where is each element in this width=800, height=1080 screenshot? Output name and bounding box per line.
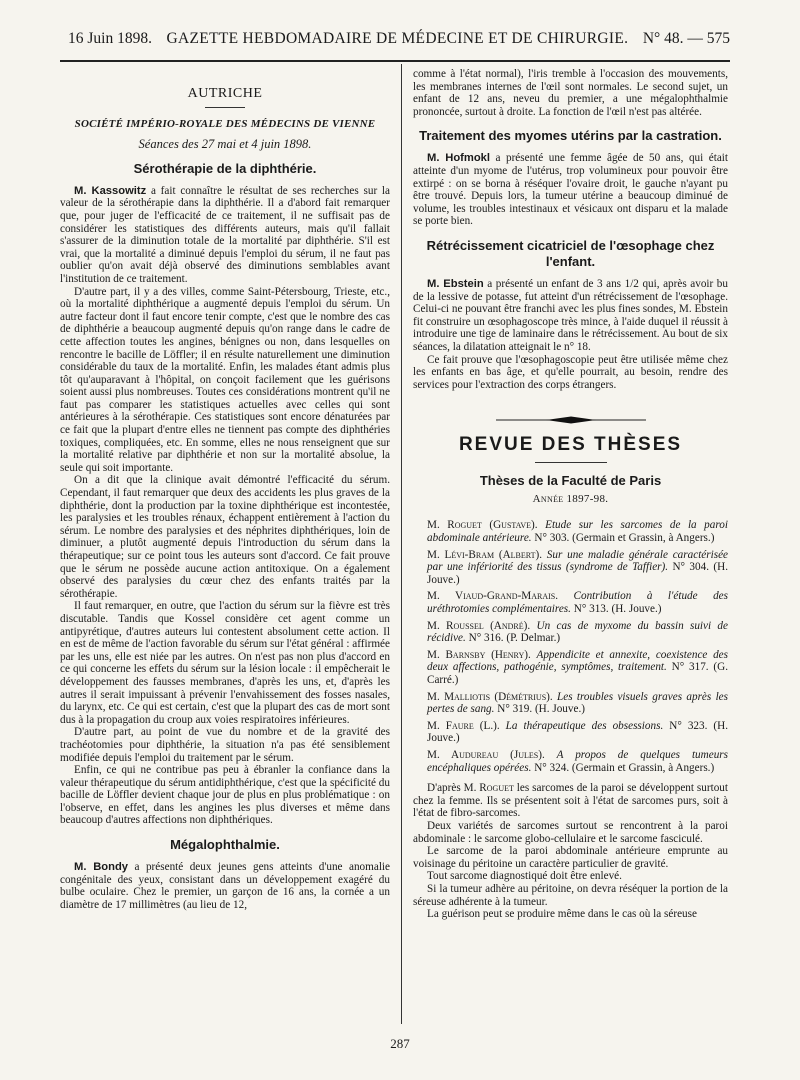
paragraph: Il faut remarquer, en outre, que l'action du sérum sur la fièvre est très discutable. Tandis que Kossel considère cet agent comme un antipyrétique, d'autres auteurs lui contestent absolument cette action. Il en est de même de l'action favorable du sérum sur l'état général : affirmée par les uns, elle est niée par les autres. On n'est pas non plus d'accord en ce qui concerne les effets du sérum sur la lésion locale : il empêcherait le développement des fausses membranes, d'après les uns, et, d'après les autres il serait impuissant à prévenir l'envahissement des fosses nasales, du larynx, etc. Ce qui est certain, c'est que la plupart des cas de mort sont dus à la propagation du croup aux voies respiratoires inférieures.	[60, 600, 390, 726]
paragraph: On a dit que la clinique avait démontré l'efficacité du sérum. Cependant, il faut remarquer que deux des accidents les plus graves de la diphthérie, dont la production par la toxine diphthérique est incontestée, les paralysies et les troubles rénaux, échappent entièrement à l'action du sérum. Le nombre des paralysies et des néphrites diphthériques, loin de diminuer, a plutôt augmenté depuis l'introduction du sérum dans la thérapeutique; sur ce point tous les auteurs sont d'accord. Ce fait prouve que le sérum ne possède aucune action antitoxique. On a également observé des paralysies du cœur chez des enfants traités par la sérothérapie.	[60, 474, 390, 600]
ornament-divider-icon	[413, 415, 728, 425]
author-name: M. Hofmokl	[427, 152, 490, 165]
paragraph: D'autre part, au point de vue du nombre et de la gravité des trachéotomies pour diphthérie, la situation n'a pas été sensiblement modifiée depuis l'emploi du traitement par le sérum.	[60, 726, 390, 764]
theses-list	[413, 519, 728, 774]
these-entry: M. Audureau (Jules). A propos de quelques tumeurs encéphaliques opérées. N° 324. (Germain et Grassin, à Angers.)	[427, 748, 728, 774]
paragraph: M. Kassowitz a fait connaître le résultat de ses recherches sur la valeur de la sérothérapie dans la diphthérie. Il a d'abord fait remarquer que, pour juger de l'efficacité de ce traitement, il ne suffisait pas de considérer les statistiques des différents auteurs, mais qu'il fallait s'assurer de la diminution totale de la mortalité par diphthérie. S'il est vrai, que la mortalité a diminué depuis l'emploi du sérum, il ne faut pas oublier qu'on avait déjà observé des diminutions semblables avant l'institution de ce traitement.	[60, 184, 390, 285]
running-header	[68, 30, 730, 54]
page-folio: 287	[390, 1036, 410, 1051]
paragraph: M. Bondy a présenté deux jeunes gens atteints d'une anomalie congénitale des yeux, consistant dans un développement exagéré du bulbe oculaire. Chez le premier, un garçon de 16 ans, la cornée a un diamètre de 17 millimètres (au lieu de 12,	[60, 861, 391, 911]
revue-rule	[535, 462, 607, 463]
these-entry: M. Roussel (André). Un cas de myxome du bassin suivi de récidive. N° 316. (P. Delmar.)	[427, 619, 728, 645]
right-column	[413, 68, 728, 921]
header-title: GAZETTE HEBDOMADAIRE DE MÉDECINE ET DE CHIRURGIE.	[166, 30, 629, 47]
paragraph: Tout sarcome diagnostiqué doit être enlevé.	[427, 870, 622, 883]
paragraph: Si la tumeur adhère au péritoine, on devra réséquer la portion de la séreuse adhérente à la tumeur.	[413, 882, 728, 908]
paragraph: D'autre part, il y a des villes, comme Saint-Pétersbourg, Trieste, etc., où la mortalité diphthérique a augmenté depuis l'emploi du sérum. Un autre facteur dont il faut encore tenir compte, c'est que le nombre des cas de diphthérie a beaucoup augmenté depuis qu'on range dans le cadre de cette affection toutes les angines, bénignes ou non, dans lesquelles on rencontre le bacille de Löffler; il en résulte naturellement une diminution considérable du taux de la mortalité. Enfin, les malades étant admis plus tôt qu'auparavant à l'hôpital, on conçoit facilement que les guérisons soient aussi plus nombreuses. Toutes ces considérations montrent qu'il ne faut pas comparer les statistiques actuelles avec celles qui sont antérieures à la sérothérapie. Ces statistiques sont encore dénaturées par ce fait que la plupart d'entre elles ne tiennent pas compte des diphthéries toxiques, compliquées, etc. En somme, elles ne nous renseignent que sur la mortalité relative par diphthérie et non sur la mortalité absolue, la seule qui soit importante.	[60, 285, 390, 474]
theses-heading: Thèses de la Faculté de Paris	[479, 472, 662, 488]
paragraph: La guérison peut se produire même dans le cas où la séreuse	[427, 908, 697, 921]
society-name: SOCIÉTÉ IMPÉRIO-ROYALE DES MÉDECINS DE VIENNE	[74, 117, 376, 130]
header-date: 16 Juin 1898.	[68, 30, 152, 47]
article-heading: Mégalophthalmie.	[170, 837, 280, 853]
section-title: AUTRICHE	[187, 86, 263, 101]
header-number: N° 48. — 575	[642, 30, 730, 47]
paragraph: Ce fait prouve que l'œsophagoscopie peut être utilisée même chez les enfants en bas âge, et qu'elle pourrait, au besoin, rendre des services pour l'extraction des corps étrangers.	[413, 353, 728, 391]
author-name: M. Kassowitz	[74, 184, 147, 197]
session-dates: Séances des 27 mai et 4 juin 1898.	[138, 137, 312, 152]
paragraph: comme à l'état normal), l'iris tremble à l'occasion des mouvements, les membranes internes de l'œil sont normales. Le second sujet, un enfant de 12 ans, neveu du premier, a une mégalophthalmie prononcée, surtout à droite. La fonction de l'œil n'est pas altérée.	[413, 68, 728, 118]
paragraph: Le sarcome de la paroi abdominale antérieure emprunte au voisinage du péritoine un caractère particulier de gravité.	[413, 845, 728, 870]
these-entry: M. Lévi-Bram (Albert). Sur une maladie générale caractérisée par une infériorité des tissus (syndrome de Taffier). N° 304. (H. Jouve.)	[427, 548, 729, 586]
column-divider	[401, 64, 402, 1024]
article-heading: Rétrécissement cicatriciel de l'œsophage chez l'enfant.	[426, 237, 715, 269]
header-rule	[60, 60, 730, 62]
paragraph: M. Hofmokl a présenté une femme âgée de 50 ans, qui était atteinte d'un myome de l'utérus, trop volumineux pour pouvoir être extirpé : on se borna à réséquer l'ovaire droit, le gauche n'ayant pu être trouvé. Depuis lors, la tumeur utérine a beaucoup diminué de volume, les troubles intestinaux et vésicaux ont disparu et la malade se porte bien.	[413, 152, 729, 228]
academic-year: Année 1897-98.	[532, 492, 609, 505]
revue-title: REVUE DES THÈSES	[458, 434, 683, 456]
author-name: M. Bondy	[74, 861, 129, 874]
paragraph: Deux variétés de sarcomes surtout se rencontrent à la paroi abdominale : le sarcome globo-cellulaire et le sarcome fasciculé.	[413, 819, 728, 845]
article-heading: Sérothérapie de la diphthérie.	[133, 160, 317, 176]
section-rule	[205, 107, 245, 108]
paragraph: Enfin, ce qui ne contribue pas peu à ébranler la confiance dans la valeur thérapeutique du sérum antidiphthérique, c'est que la spécificité du bacille de Löffler devient chaque jour de plus en plus problématique : on l'observe, en effet, dans les angines les plus diverses et même dans beaucoup d'autres affections non diphthériques.	[60, 764, 390, 827]
author-name: M. Ebstein	[427, 277, 484, 290]
these-entry: M. Viaud-Grand-Marais. Contribution à l'étude des uréthrotomies complémentaires. N° 313. (H. Jouve.)	[427, 590, 729, 616]
paragraph: D'après M. Roguet les sarcomes de la paroi se développent surtout chez la femme. Ils se présentent soit à l'état de sarcomes purs, soit à l'état de fibro-sarcomes.	[413, 782, 728, 820]
left-column	[60, 68, 390, 911]
article-heading: Traitement des myomes utérins par la castration.	[419, 128, 722, 144]
paragraph: M. Ebstein a présenté un enfant de 3 ans 1/2 qui, après avoir bu de la lessive de potasse, fut atteint d'un rétrécissement de l'œsophage. Celui-ci ne pouvant être franchi avec les plus fines sondes, M. Ebstein fit construire un œsophagoscope très mince, à l'aide duquel il réussit à introduire une tige de laminaire dans le rétrécissement. Au bout de six séances, la dilatation atteignait le n° 18.	[413, 277, 728, 353]
these-entry: M. Faure (L.). La thérapeutique des obsessions. N° 323. (H. Jouve.)	[427, 719, 729, 745]
these-entry: M. Barnsby (Henry). Appendicite et annexite, coexistence des deux affections, pathogénie, symptômes, traitement. N° 317. (G. Carré.)	[427, 648, 729, 686]
these-entry: M. Roguet (Gustave). Etude sur les sarcomes de la paroi abdominale antérieure. N° 303. (Germain et Grassin, à Angers.)	[427, 519, 729, 545]
these-entry: M. Malliotis (Démétrius). Les troubles visuels graves après les pertes de sang. N° 319. (H. Jouve.)	[427, 690, 728, 716]
